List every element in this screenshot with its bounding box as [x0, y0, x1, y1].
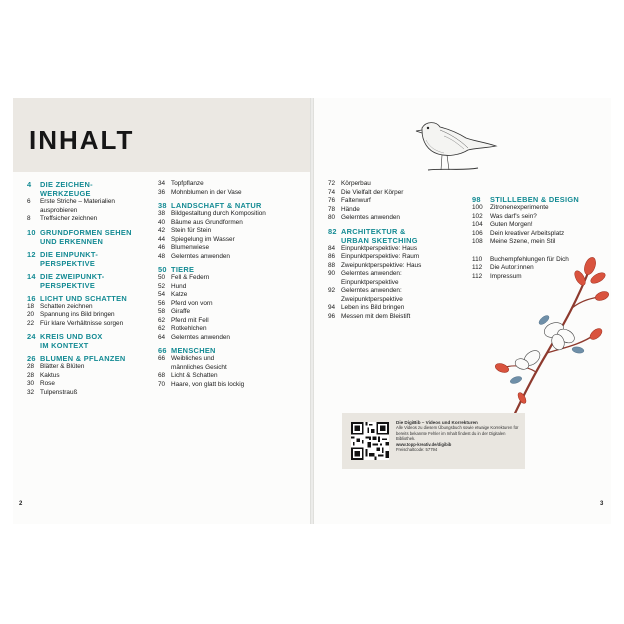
digibib-box — [342, 413, 525, 469]
toc-page-number: 30 — [27, 380, 35, 387]
toc-section[interactable] — [27, 354, 145, 363]
robin-illustration — [414, 118, 500, 185]
toc-page-number — [158, 364, 171, 373]
toc-entry-title: ARCHITEKTUR & — [341, 226, 406, 236]
toc-entry-title: Gelerntes anwenden: — [341, 270, 402, 277]
toc-page-number: 110 — [472, 255, 483, 263]
toc-page-number: 74 — [328, 188, 336, 196]
toc-page-number: 52 — [158, 282, 166, 290]
toc-entry-title: Einpunktperspektive: Haus — [341, 244, 418, 252]
toc-entry-title: TIERE — [171, 265, 195, 274]
page-right — [314, 98, 611, 524]
toc-entry-title: Haare, von glatt bis lockig — [171, 380, 245, 388]
toc-page-number: 32 — [27, 388, 35, 396]
toc-section[interactable] — [158, 201, 308, 210]
toc-page-number: 24 — [27, 332, 36, 341]
toc-entry-title: Stein für Stein — [171, 227, 212, 234]
toc-page-number: 28 — [27, 363, 35, 370]
toc-entry-title: Kaktus — [40, 371, 60, 379]
toc-page-number — [27, 237, 40, 246]
toc-entry[interactable] — [328, 304, 462, 313]
toc-section[interactable] — [27, 294, 145, 303]
toc-entry-title: KREIS UND BOX — [40, 332, 103, 341]
toc-entry-title: Hände — [341, 205, 360, 213]
toc-page-number: 46 — [158, 244, 166, 251]
toc-entry[interactable] — [158, 300, 308, 309]
toc-entry-title: Impressum — [490, 272, 522, 280]
toc-entry-title: Pferd von vorn — [171, 299, 213, 307]
toc-page-number: 76 — [328, 197, 336, 204]
toc-page-number: 96 — [328, 312, 336, 320]
toc-entry-title: Die Vielfalt der Körper — [341, 188, 404, 196]
toc-page-number: 20 — [27, 311, 35, 318]
toc-entry-title: DIE ZWEIPUNKT- — [40, 271, 105, 281]
toc-entry-title: Gelerntes anwenden — [171, 252, 230, 260]
toc-page-number — [27, 341, 40, 350]
toc-entry-title: Rose — [40, 380, 55, 387]
toc-page-number: 42 — [158, 227, 166, 234]
page-number-right: 3 — [600, 501, 604, 507]
toc-entry-title: Was darf's sein? — [490, 212, 537, 220]
toc-entry-title: DIE EINPUNKT- — [40, 249, 99, 259]
toc-page-number: 38 — [158, 201, 167, 210]
toc-column-right-2 — [472, 195, 606, 281]
toc-entry-title: MENSCHEN — [171, 346, 216, 355]
toc-entry-title: DIE ZEICHEN- — [40, 180, 93, 189]
toc-entry-title: IM KONTEXT — [40, 341, 89, 350]
toc-entry-title: LANDSCHAFT & NATUR — [171, 201, 262, 210]
toc-entry-title: BLUMEN & PFLANZEN — [40, 354, 126, 363]
digibib-code: Freischaltcode: 57794 — [396, 447, 438, 453]
toc-entry-title: Zitronenexperimente — [490, 204, 549, 211]
toc-entry-title: WERKZEUGE — [40, 189, 91, 198]
toc-entry[interactable] — [472, 238, 606, 247]
toc-entry[interactable] — [27, 320, 145, 329]
toc-entry-title: URBAN SKETCHING — [341, 235, 418, 245]
toc-section[interactable] — [27, 250, 145, 259]
toc-entry[interactable] — [27, 389, 145, 398]
qr-code[interactable] — [351, 422, 389, 460]
toc-entry[interactable] — [472, 273, 606, 282]
toc-entry[interactable] — [328, 253, 462, 262]
toc-page-number: 48 — [158, 252, 166, 260]
toc-page-number: 40 — [158, 218, 166, 226]
toc-entry[interactable] — [158, 308, 308, 317]
toc-page-number: 22 — [27, 319, 35, 327]
toc-page-number — [328, 296, 341, 305]
toc-entry[interactable] — [158, 283, 308, 292]
toc-entry-title: Fell & Federn — [171, 274, 210, 281]
toc-entry-title: Leben ins Bild bringen — [341, 304, 405, 311]
toc-entry-title: Gelerntes anwenden — [341, 214, 400, 221]
toc-page-number: 38 — [158, 210, 166, 217]
toc-entry-title: Mohnblumen in der Vase — [171, 188, 242, 196]
toc-entry[interactable] — [158, 189, 308, 198]
toc-entry-title: Zweipunktperspektive: Haus — [341, 261, 422, 269]
toc-page-number: 4 — [27, 180, 32, 189]
toc-entry-title: Dein kreativer Arbeitsplatz — [490, 229, 565, 237]
toc-entry[interactable] — [328, 245, 462, 254]
toc-page-number: 28 — [27, 371, 35, 379]
toc-entry-title: Gelerntes anwenden — [171, 333, 230, 341]
toc-page-number: 8 — [27, 215, 31, 222]
page-left — [13, 98, 310, 524]
toc-entry[interactable] — [27, 380, 145, 389]
toc-entry[interactable] — [328, 214, 462, 223]
toc-entry[interactable] — [328, 296, 462, 305]
toc-entry[interactable] — [27, 198, 145, 207]
toc-page-number: 88 — [328, 261, 336, 269]
toc-entry-title: Die Autor:innen — [490, 264, 534, 271]
toc-entry-title: Pferd mit Fell — [171, 316, 209, 324]
toc-entry-title: Meine Szene, mein Stil — [490, 238, 556, 245]
toc-page-number: 100 — [472, 204, 483, 211]
digibib-description: Alle Videos zu diesem Übungsbuch sowie etwaige Korrekturen für bereits bekannte Fehler im Inhalt findest du in der Digitalen Bibliothek. — [396, 425, 519, 442]
toc-entry[interactable] — [158, 244, 308, 253]
toc-entry-title: PERSPEKTIVE — [40, 280, 96, 290]
toc-section[interactable] — [27, 180, 145, 189]
toc-entry[interactable] — [158, 180, 308, 189]
toc-page-number: 102 — [472, 212, 483, 220]
toc-entry-title: Katze — [171, 291, 188, 298]
toc-entry-title: Hund — [171, 282, 187, 290]
toc-entry[interactable] — [158, 381, 308, 390]
toc-page-number: 108 — [472, 238, 483, 245]
toc-page-number: 82 — [328, 226, 337, 236]
toc-page-number: 84 — [328, 244, 336, 252]
toc-entry[interactable] — [328, 206, 462, 215]
toc-entry-title: Faltenwurf — [341, 197, 371, 204]
toc-section-continued[interactable] — [27, 237, 145, 246]
toc-page-number: 94 — [328, 304, 336, 311]
toc-section-continued[interactable] — [27, 341, 145, 350]
toc-entry[interactable] — [328, 287, 462, 296]
toc-page-number: 34 — [158, 180, 166, 187]
toc-entry[interactable] — [158, 291, 308, 300]
toc-entry-title: Licht & Schatten — [171, 372, 218, 379]
toc-entry[interactable] — [158, 219, 308, 228]
toc-section-continued[interactable] — [328, 236, 462, 245]
toc-entry-title: LICHT UND SCHATTEN — [40, 293, 127, 303]
toc-section[interactable] — [158, 265, 308, 274]
toc-entry[interactable] — [472, 230, 606, 239]
toc-entry[interactable] — [472, 221, 606, 230]
toc-page-number: 68 — [158, 372, 166, 379]
toc-page-number: 54 — [158, 291, 166, 298]
toc-page-number: 70 — [158, 380, 166, 388]
toc-entry[interactable] — [158, 274, 308, 283]
toc-entry-title: Giraffe — [171, 308, 191, 315]
toc-entry-title: Spannung ins Bild bringen — [40, 311, 115, 318]
toc-entry[interactable] — [328, 189, 462, 198]
toc-entry-title: Spiegelung im Wasser — [171, 235, 235, 243]
toc-page-number: 72 — [328, 180, 336, 187]
page-number-left: 2 — [19, 501, 23, 507]
toc-entry-title: Guten Morgen! — [490, 221, 533, 228]
toc-page-number — [27, 207, 40, 216]
toc-spacer — [472, 247, 606, 256]
toc-page-number — [328, 279, 341, 288]
toc-page-number: 106 — [472, 229, 483, 237]
toc-column-left-1 — [27, 180, 145, 397]
toc-page-number: 44 — [158, 235, 166, 243]
toc-entry[interactable] — [328, 313, 462, 322]
toc-entry-title: Tulpenstrauß — [40, 388, 78, 396]
toc-page-number: 98 — [472, 195, 481, 204]
toc-entry-title: männliches Gesicht — [171, 363, 227, 371]
toc-section-continued[interactable] — [27, 281, 145, 290]
toc-entry[interactable] — [158, 364, 308, 373]
toc-entry[interactable] — [328, 279, 462, 288]
toc-entry-title: Gelerntes anwenden: — [341, 287, 402, 294]
toc-entry-title: Messen mit dem Bleistift — [341, 312, 411, 320]
toc-entry[interactable] — [27, 207, 145, 216]
toc-entry-title: Blätter & Blüten — [40, 363, 85, 370]
toc-entry[interactable] — [158, 227, 308, 236]
toc-entry-title: Buchempfehlungen für Dich — [490, 255, 569, 263]
toc-page-number: 62 — [158, 316, 166, 324]
toc-page-number: 112 — [472, 264, 483, 271]
toc-entry[interactable] — [328, 262, 462, 271]
toc-column-right-1 — [328, 180, 462, 321]
toc-entry[interactable] — [158, 317, 308, 326]
toc-page-number: 62 — [158, 325, 166, 332]
toc-entry[interactable] — [158, 325, 308, 334]
toc-entry[interactable] — [472, 204, 606, 213]
toc-entry-title: UND ERKENNEN — [40, 236, 104, 246]
toc-entry-title: Blumenwiese — [171, 244, 210, 251]
toc-entry[interactable] — [27, 215, 145, 224]
toc-page-number: 18 — [27, 302, 35, 310]
digibib-title: Die DigiBib – Videos und Korrekturen — [396, 420, 478, 425]
toc-entry[interactable] — [27, 303, 145, 312]
toc-section-continued[interactable] — [27, 189, 145, 198]
toc-page-number — [27, 189, 40, 198]
toc-entry[interactable] — [158, 210, 308, 219]
toc-page-number: 86 — [328, 253, 336, 260]
toc-page-number: 36 — [158, 188, 166, 196]
toc-section[interactable] — [328, 227, 462, 236]
toc-section[interactable] — [472, 195, 606, 204]
toc-entry-title: Zweipunktperspektive — [341, 295, 403, 303]
toc-page-number — [27, 281, 40, 290]
toc-entry-title: Einpunktperspektive — [341, 278, 399, 286]
toc-entry-title: Weibliches und — [171, 355, 215, 362]
toc-page-number: 66 — [158, 346, 167, 355]
toc-page-number — [328, 236, 341, 245]
toc-page-number: 80 — [328, 214, 336, 221]
toc-entry[interactable] — [328, 197, 462, 206]
toc-entry[interactable] — [27, 311, 145, 320]
toc-entry-title: STILLLEBEN & DESIGN — [490, 195, 580, 204]
toc-entry[interactable] — [328, 180, 462, 189]
toc-entry-title: Bäume aus Grundformen — [171, 218, 243, 226]
toc-page-number: 56 — [158, 299, 166, 307]
toc-section[interactable] — [27, 332, 145, 341]
toc-entry[interactable] — [158, 334, 308, 343]
toc-page-number: 90 — [328, 270, 336, 277]
toc-entry-title: Für klare Verhältnisse sorgen — [40, 319, 124, 327]
toc-entry[interactable] — [472, 256, 606, 265]
toc-entry[interactable] — [472, 264, 606, 273]
toc-entry[interactable] — [472, 213, 606, 222]
toc-entry-title: Rotkehlchen — [171, 325, 207, 332]
toc-page-number: 112 — [472, 272, 483, 280]
toc-page-number — [27, 259, 40, 268]
toc-entry[interactable] — [328, 270, 462, 279]
toc-page-number: 92 — [328, 287, 336, 294]
toc-page-number: 50 — [158, 265, 167, 274]
toc-entry-title: Bildgestaltung durch Komposition — [171, 210, 266, 217]
toc-entry-title: Körperbau — [341, 180, 371, 187]
toc-page-number: 50 — [158, 274, 166, 281]
toc-section[interactable] — [27, 228, 145, 237]
toc-page-number: 6 — [27, 198, 31, 205]
digibib-url[interactable]: www.topp-kreativ.de/digibib — [396, 441, 452, 447]
toc-entry-title: ausprobieren — [40, 206, 78, 214]
toc-entry-title: Einpunktperspektive: Raum — [341, 253, 420, 260]
page-title: INHALT — [29, 125, 135, 155]
toc-entry[interactable] — [158, 236, 308, 245]
toc-page-number: 66 — [158, 355, 166, 362]
toc-entry-title: Treffsicher zeichnen — [40, 215, 98, 222]
toc-page-number: 64 — [158, 333, 166, 341]
digibib-text — [396, 420, 520, 452]
toc-page-number: 10 — [27, 227, 36, 237]
toc-entry-title: PERSPEKTIVE — [40, 258, 96, 268]
toc-page-number: 58 — [158, 308, 166, 315]
toc-entry-title: Erste Striche – Materialien — [40, 198, 115, 205]
toc-section-continued[interactable] — [27, 259, 145, 268]
toc-entry[interactable] — [158, 253, 308, 262]
toc-page-number: 12 — [27, 249, 36, 259]
toc-entry[interactable] — [27, 372, 145, 381]
toc-page-number: 26 — [27, 354, 36, 363]
toc-section[interactable] — [27, 272, 145, 281]
toc-entry[interactable] — [27, 363, 145, 372]
toc-page-number: 78 — [328, 205, 336, 213]
toc-page-number: 16 — [27, 293, 36, 303]
toc-entry-title: GRUNDFORMEN SEHEN — [40, 227, 132, 237]
toc-entry-title: Schatten zeichnen — [40, 302, 93, 310]
toc-entry[interactable] — [158, 372, 308, 381]
toc-entry[interactable] — [158, 355, 308, 364]
toc-page-number: 14 — [27, 271, 36, 281]
toc-section[interactable] — [158, 346, 308, 355]
toc-entry-title: Topfpflanze — [171, 180, 204, 187]
toc-page-number: 104 — [472, 221, 483, 228]
toc-column-left-2 — [158, 180, 308, 389]
